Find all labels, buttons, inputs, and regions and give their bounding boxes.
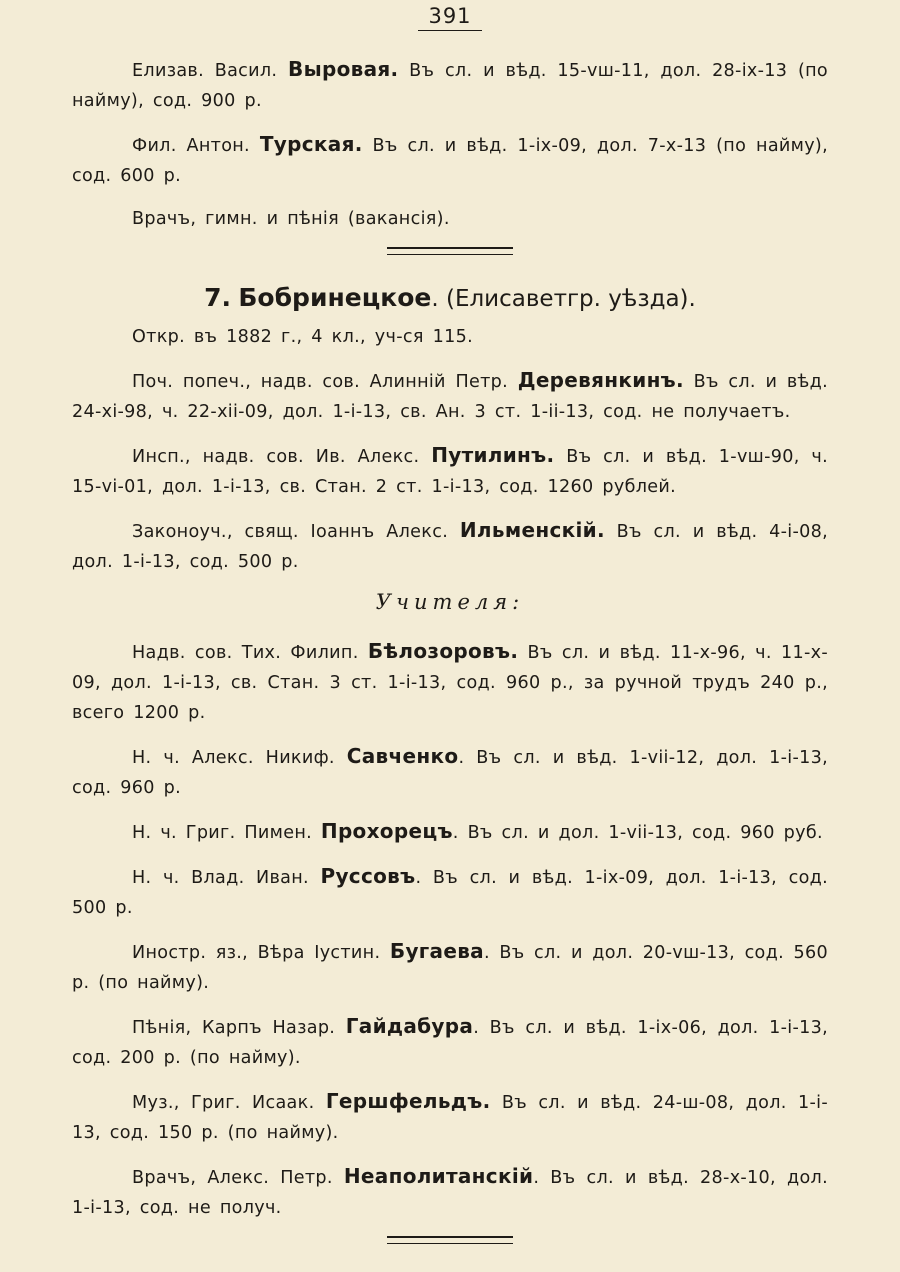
person-name: Ильменскій. bbox=[459, 518, 605, 542]
teacher-entry bbox=[72, 741, 828, 803]
entry-details: Въ сл. и вѣд. 1-ix-09, дол. 7-x-13 (по найму), сод. 600 р. bbox=[72, 136, 828, 186]
entry-text: Врачъ, Алекс. Петр. bbox=[132, 1168, 344, 1188]
person-name: Прохорецъ bbox=[320, 819, 453, 843]
entry-text: Законоуч., свящ. Іоаннъ Алекс. bbox=[132, 522, 460, 542]
person-name: Гайдабура bbox=[345, 1014, 474, 1038]
section-district: . (Елисаветгр. уѣзда). bbox=[431, 286, 696, 312]
page-number bbox=[0, 4, 900, 31]
staff-entry bbox=[72, 204, 828, 234]
entry-text: Н. ч. Григ. Пимен. bbox=[132, 823, 321, 843]
entry-text: Поч. попеч., надв. сов. Алинній Петр. bbox=[132, 372, 518, 392]
teacher-entry bbox=[72, 636, 828, 728]
entry-text: Муз., Григ. Исаак. bbox=[132, 1093, 326, 1113]
entry-details: . Въ сл. и вѣд. 1-ix-09, дол. 1-i-13, сод. 500 р. bbox=[72, 868, 829, 918]
page-content bbox=[72, 54, 828, 1272]
person-name: Турская. bbox=[259, 132, 363, 156]
teacher-entry bbox=[72, 1011, 828, 1073]
staff-entry bbox=[72, 54, 828, 116]
school-entry bbox=[72, 515, 828, 577]
entry-text: Иностр. яз., Вѣра Іустин. bbox=[132, 943, 390, 963]
person-name: Савченко bbox=[346, 744, 459, 768]
entry-details: Въ сл. и вѣд. 11-x-96, ч. 11-x-09, дол. 1-i-13, св. Стан. 3 ст. 1-i-13, сод. 960 р., за ручной трудъ 240 р., всего 1200 р. bbox=[72, 643, 828, 723]
section-place: Бобринецкое bbox=[238, 283, 432, 312]
entry-text: Н. ч. Алекс. Никиф. bbox=[132, 748, 347, 768]
person-name: Бугаева bbox=[389, 939, 484, 963]
staff-entry bbox=[72, 129, 828, 191]
person-name: Руссовъ bbox=[320, 864, 416, 888]
school-entry bbox=[72, 440, 828, 502]
section-heading bbox=[72, 283, 828, 312]
entry-details: . Въ сл. и дол. 20-vш-13, сод. 560 р. (по найму). bbox=[72, 943, 828, 993]
person-name: Бѣлозоровъ. bbox=[367, 639, 519, 663]
teacher-entry bbox=[72, 861, 828, 923]
entry-text: Инсп., надв. сов. Ив. Алекс. bbox=[132, 447, 432, 467]
teacher-entry bbox=[72, 816, 828, 848]
section-entries bbox=[72, 322, 828, 577]
entry-details: Въ сл. и вѣд. 24-ш-08, дол. 1-i-13, сод. 150 р. (по найму). bbox=[72, 1093, 828, 1143]
entry-details: Въ сл. и вѣд. 24-xi-98, ч. 22-xii-09, дол. 1-i-13, св. Ан. 3 ст. 1-ii-13, сод. не получаетъ. bbox=[72, 372, 828, 422]
person-name: Выровая. bbox=[288, 57, 399, 81]
entry-details: Въ сл. и вѣд. 4-i-08, дол. 1-i-13, сод. 500 р. bbox=[72, 522, 829, 572]
section-number: 7. bbox=[204, 283, 232, 312]
entry-details: Въ сл. и вѣд. 15-vш-11, дол. 28-ix-13 (по найму), сод. 900 р. bbox=[72, 61, 828, 111]
entry-text: Надв. сов. Тих. Филип. bbox=[132, 643, 368, 663]
entry-details: . Въ сл. и вѣд. 28-x-10, дол. 1-i-13, сод. не получ. bbox=[72, 1168, 828, 1218]
entry-text: Фил. Антон. bbox=[132, 136, 260, 156]
person-name: Путилинъ. bbox=[431, 443, 555, 467]
entry-text: Откр. въ 1882 г., 4 кл., уч-ся 115. bbox=[132, 327, 473, 347]
entry-details: . Въ сл. и вѣд. 1-ix-06, дол. 1-i-13, сод. 200 р. (по найму). bbox=[72, 1018, 828, 1068]
teacher-entry bbox=[72, 936, 828, 998]
entry-text: Н. ч. Влад. Иван. bbox=[132, 868, 321, 888]
entry-text: Пѣнія, Карпъ Назар. bbox=[132, 1018, 346, 1038]
teacher-entry bbox=[72, 1161, 828, 1223]
entry-text: Елизав. Васил. bbox=[132, 61, 289, 81]
top-entries bbox=[72, 54, 828, 234]
teachers-heading: Учителя: bbox=[375, 590, 525, 614]
school-entry bbox=[72, 365, 828, 427]
school-entry bbox=[72, 322, 828, 352]
person-name: Деревянкинъ. bbox=[517, 368, 684, 392]
entry-details: . Въ сл. и вѣд. 1-vii-12, дол. 1-i-13, сод. 960 р. bbox=[72, 748, 828, 798]
entry-details: . Въ сл. и дол. 1-vii-13, сод. 960 руб. bbox=[452, 823, 823, 843]
entry-details: Въ сл. и вѣд. 1-vш-90, ч. 15-vi-01, дол. 1-i-13, св. Стан. 2 ст. 1-i-13, сод. 1260 рублей. bbox=[72, 447, 828, 497]
teachers-list bbox=[72, 636, 828, 1223]
page-number-text: 391 bbox=[418, 4, 481, 31]
section-divider bbox=[387, 247, 513, 255]
end-divider bbox=[387, 1236, 513, 1244]
teacher-entry bbox=[72, 1086, 828, 1148]
person-name: Гершфельдъ. bbox=[325, 1089, 491, 1113]
person-name: Неаполитанскій bbox=[343, 1164, 534, 1188]
entry-text: Врачъ, гимн. и пѣнія (вакансія). bbox=[132, 209, 450, 229]
